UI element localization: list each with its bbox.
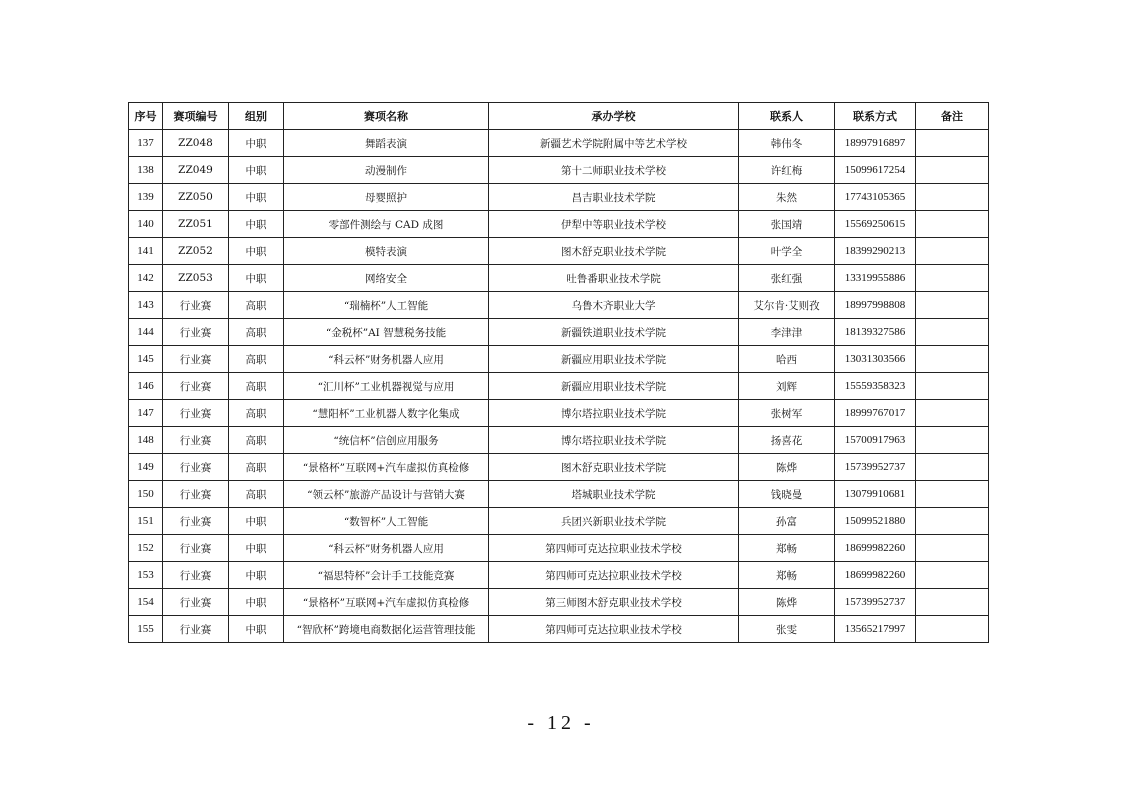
cell-index: 142 — [129, 265, 163, 292]
cell-event-code: 行业赛 — [163, 373, 229, 400]
cell-contact-person: 艾尔肯·艾则孜 — [739, 292, 835, 319]
cell-contact-person: 张雯 — [739, 616, 835, 643]
cell-group: 中职 — [229, 211, 284, 238]
cell-event-code: 行业赛 — [163, 562, 229, 589]
cell-remarks — [916, 535, 989, 562]
table-row — [129, 562, 989, 589]
cell-host-school: 第四师可克达拉职业技术学校 — [489, 562, 739, 589]
competition-table — [128, 102, 989, 643]
cell-event-name: “统信杯”信创应用服务 — [284, 427, 489, 454]
cell-contact-phone: 15700917963 — [835, 427, 916, 454]
cell-host-school: 乌鲁木齐职业大学 — [489, 292, 739, 319]
cell-group: 高职 — [229, 454, 284, 481]
cell-index: 150 — [129, 481, 163, 508]
cell-event-code: 行业赛 — [163, 292, 229, 319]
header-event-name: 赛项名称 — [284, 103, 489, 130]
cell-event-name: 母婴照护 — [284, 184, 489, 211]
cell-contact-phone: 15569250615 — [835, 211, 916, 238]
cell-remarks — [916, 427, 989, 454]
cell-event-code: ZZ051 — [163, 211, 229, 238]
cell-event-code: 行业赛 — [163, 427, 229, 454]
table-row — [129, 319, 989, 346]
cell-index: 144 — [129, 319, 163, 346]
cell-contact-person: 张树军 — [739, 400, 835, 427]
cell-contact-phone: 15099521880 — [835, 508, 916, 535]
cell-event-code: ZZ048 — [163, 130, 229, 157]
cell-event-name: “数智杯”人工智能 — [284, 508, 489, 535]
cell-remarks — [916, 346, 989, 373]
cell-contact-phone: 18139327586 — [835, 319, 916, 346]
cell-host-school: 第三师图木舒克职业技术学校 — [489, 589, 739, 616]
cell-host-school: 第十二师职业技术学校 — [489, 157, 739, 184]
table-row — [129, 184, 989, 211]
cell-contact-phone: 13079910681 — [835, 481, 916, 508]
cell-group: 高职 — [229, 346, 284, 373]
cell-remarks — [916, 211, 989, 238]
cell-event-name: “汇川杯”工业机器视觉与应用 — [284, 373, 489, 400]
cell-group: 中职 — [229, 616, 284, 643]
cell-contact-person: 李津津 — [739, 319, 835, 346]
cell-event-name: “科云杯”财务机器人应用 — [284, 535, 489, 562]
cell-event-name: “景格杯”互联网+汽车虚拟仿真检修 — [284, 589, 489, 616]
cell-remarks — [916, 157, 989, 184]
cell-host-school: 第四师可克达拉职业技术学校 — [489, 616, 739, 643]
cell-index: 153 — [129, 562, 163, 589]
cell-contact-person: 韩伟冬 — [739, 130, 835, 157]
cell-remarks — [916, 454, 989, 481]
table-row — [129, 238, 989, 265]
cell-group: 高职 — [229, 292, 284, 319]
cell-index: 140 — [129, 211, 163, 238]
cell-index: 149 — [129, 454, 163, 481]
cell-group: 高职 — [229, 400, 284, 427]
header-contact-person: 联系人 — [739, 103, 835, 130]
cell-event-name: “领云杯”旅游产品设计与营销大赛 — [284, 481, 489, 508]
cell-event-code: 行业赛 — [163, 535, 229, 562]
cell-event-code: 行业赛 — [163, 589, 229, 616]
cell-contact-person: 叶学全 — [739, 238, 835, 265]
cell-event-code: 行业赛 — [163, 508, 229, 535]
cell-group: 中职 — [229, 130, 284, 157]
cell-host-school: 吐鲁番职业技术学院 — [489, 265, 739, 292]
cell-host-school: 塔城职业技术学院 — [489, 481, 739, 508]
cell-group: 高职 — [229, 481, 284, 508]
cell-index: 138 — [129, 157, 163, 184]
cell-group: 中职 — [229, 508, 284, 535]
cell-group: 高职 — [229, 373, 284, 400]
cell-remarks — [916, 238, 989, 265]
cell-index: 152 — [129, 535, 163, 562]
cell-contact-phone: 15739952737 — [835, 589, 916, 616]
cell-index: 141 — [129, 238, 163, 265]
cell-contact-phone: 18699982260 — [835, 535, 916, 562]
cell-event-code: 行业赛 — [163, 400, 229, 427]
cell-event-code: ZZ052 — [163, 238, 229, 265]
cell-contact-person: 张红强 — [739, 265, 835, 292]
table-row — [129, 292, 989, 319]
cell-event-name: “景格杯”互联网+汽车虚拟仿真检修 — [284, 454, 489, 481]
table-row — [129, 157, 989, 184]
cell-event-code: 行业赛 — [163, 346, 229, 373]
cell-remarks — [916, 292, 989, 319]
table-row — [129, 400, 989, 427]
table-header-row — [129, 103, 989, 130]
cell-contact-person: 陈烨 — [739, 454, 835, 481]
cell-group: 中职 — [229, 265, 284, 292]
cell-contact-phone: 15099617254 — [835, 157, 916, 184]
cell-contact-person: 钱晓曼 — [739, 481, 835, 508]
cell-remarks — [916, 373, 989, 400]
cell-host-school: 昌吉职业技术学院 — [489, 184, 739, 211]
cell-index: 139 — [129, 184, 163, 211]
cell-remarks — [916, 130, 989, 157]
cell-event-name: 网络安全 — [284, 265, 489, 292]
cell-index: 148 — [129, 427, 163, 454]
cell-contact-phone: 18399290213 — [835, 238, 916, 265]
cell-event-name: “瑞楠杯”人工智能 — [284, 292, 489, 319]
cell-event-code: ZZ053 — [163, 265, 229, 292]
cell-group: 高职 — [229, 319, 284, 346]
cell-contact-phone: 13319955886 — [835, 265, 916, 292]
header-remarks: 备注 — [916, 103, 989, 130]
cell-event-name: “慧阳杯”工业机器人数字化集成 — [284, 400, 489, 427]
cell-contact-person: 朱然 — [739, 184, 835, 211]
cell-event-name: “金税杯”AI 智慧税务技能 — [284, 319, 489, 346]
table-row — [129, 454, 989, 481]
cell-contact-person: 郑畅 — [739, 535, 835, 562]
cell-group: 中职 — [229, 535, 284, 562]
cell-contact-phone: 13031303566 — [835, 346, 916, 373]
cell-host-school: 新疆铁道职业技术学院 — [489, 319, 739, 346]
table-row — [129, 616, 989, 643]
cell-event-name: 模特表演 — [284, 238, 489, 265]
header-host-school: 承办学校 — [489, 103, 739, 130]
cell-index: 146 — [129, 373, 163, 400]
cell-contact-person: 郑畅 — [739, 562, 835, 589]
table-row — [129, 589, 989, 616]
header-group: 组别 — [229, 103, 284, 130]
cell-host-school: 第四师可克达拉职业技术学校 — [489, 535, 739, 562]
cell-remarks — [916, 508, 989, 535]
cell-contact-person: 刘辉 — [739, 373, 835, 400]
header-index: 序号 — [129, 103, 163, 130]
table-row — [129, 508, 989, 535]
cell-host-school: 博尔塔拉职业技术学院 — [489, 400, 739, 427]
cell-index: 143 — [129, 292, 163, 319]
cell-event-code: 行业赛 — [163, 481, 229, 508]
cell-contact-phone: 18699982260 — [835, 562, 916, 589]
cell-group: 中职 — [229, 238, 284, 265]
cell-event-name: “智欣杯”跨境电商数据化运营管理技能 — [284, 616, 489, 643]
cell-contact-person: 扬喜花 — [739, 427, 835, 454]
cell-contact-phone: 18999767017 — [835, 400, 916, 427]
cell-host-school: 新疆应用职业技术学院 — [489, 373, 739, 400]
page-number: - 12 - — [527, 712, 595, 734]
cell-contact-person: 许红梅 — [739, 157, 835, 184]
cell-event-code: 行业赛 — [163, 319, 229, 346]
cell-host-school: 新疆应用职业技术学院 — [489, 346, 739, 373]
cell-host-school: 伊犁中等职业技术学校 — [489, 211, 739, 238]
table-body — [129, 130, 989, 643]
cell-event-name: “福思特杯”会计手工技能竞赛 — [284, 562, 489, 589]
cell-index: 154 — [129, 589, 163, 616]
cell-host-school: 博尔塔拉职业技术学院 — [489, 427, 739, 454]
cell-contact-phone: 18997998808 — [835, 292, 916, 319]
cell-contact-phone: 15559358323 — [835, 373, 916, 400]
table-row — [129, 211, 989, 238]
header-contact-phone: 联系方式 — [835, 103, 916, 130]
cell-remarks — [916, 265, 989, 292]
cell-contact-phone: 15739952737 — [835, 454, 916, 481]
header-event-code: 赛项编号 — [163, 103, 229, 130]
cell-contact-phone: 13565217997 — [835, 616, 916, 643]
table-row — [129, 346, 989, 373]
cell-host-school: 图木舒克职业技术学院 — [489, 238, 739, 265]
cell-contact-phone: 18997916897 — [835, 130, 916, 157]
cell-event-code: ZZ050 — [163, 184, 229, 211]
cell-index: 137 — [129, 130, 163, 157]
cell-host-school: 兵团兴新职业技术学院 — [489, 508, 739, 535]
cell-event-name: 零部件测绘与 CAD 成图 — [284, 211, 489, 238]
cell-event-code: ZZ049 — [163, 157, 229, 184]
cell-index: 145 — [129, 346, 163, 373]
cell-group: 高职 — [229, 427, 284, 454]
cell-event-code: 行业赛 — [163, 454, 229, 481]
table-row — [129, 535, 989, 562]
cell-contact-phone: 17743105365 — [835, 184, 916, 211]
table-row — [129, 427, 989, 454]
table-row — [129, 265, 989, 292]
cell-contact-person: 哈西 — [739, 346, 835, 373]
cell-group: 中职 — [229, 562, 284, 589]
cell-host-school: 新疆艺术学院附属中等艺术学校 — [489, 130, 739, 157]
table-row — [129, 373, 989, 400]
cell-event-name: “科云杯”财务机器人应用 — [284, 346, 489, 373]
cell-host-school: 图木舒克职业技术学院 — [489, 454, 739, 481]
cell-remarks — [916, 562, 989, 589]
cell-remarks — [916, 616, 989, 643]
cell-group: 中职 — [229, 184, 284, 211]
cell-group: 中职 — [229, 157, 284, 184]
table-row — [129, 481, 989, 508]
cell-group: 中职 — [229, 589, 284, 616]
cell-event-name: 舞蹈表演 — [284, 130, 489, 157]
cell-event-code: 行业赛 — [163, 616, 229, 643]
cell-remarks — [916, 481, 989, 508]
cell-remarks — [916, 184, 989, 211]
cell-index: 147 — [129, 400, 163, 427]
table-row — [129, 130, 989, 157]
cell-remarks — [916, 589, 989, 616]
cell-index: 155 — [129, 616, 163, 643]
cell-remarks — [916, 319, 989, 346]
cell-event-name: 动漫制作 — [284, 157, 489, 184]
cell-contact-person: 孙富 — [739, 508, 835, 535]
cell-index: 151 — [129, 508, 163, 535]
cell-contact-person: 张国靖 — [739, 211, 835, 238]
cell-remarks — [916, 400, 989, 427]
cell-contact-person: 陈烨 — [739, 589, 835, 616]
